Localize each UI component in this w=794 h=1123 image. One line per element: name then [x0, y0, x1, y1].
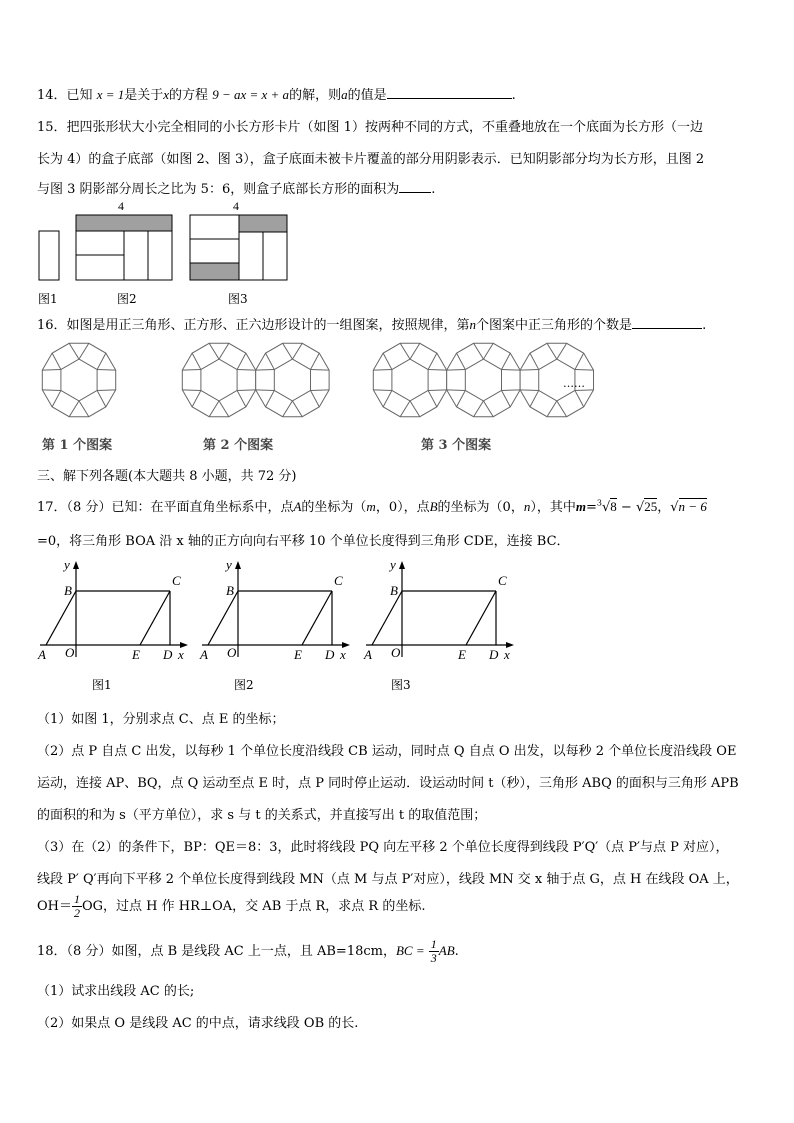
fig2-top-label: 4 — [118, 199, 124, 213]
q17-cbrt-arg: 8 — [610, 499, 617, 514]
label-E: E — [132, 647, 140, 662]
q17-part3b: 线段 P′ Q′再向下平移 2 个单位长度得到线段 MN（点 M 与点 P′对应），线段 MN 交 x 轴于点 G，点 H 在线段 OA 上， — [37, 872, 739, 887]
label-D: D — [163, 647, 173, 662]
q16-cap3: 第 3 个图案 — [421, 438, 492, 453]
fig2-shade — [76, 215, 172, 231]
radical-icon: √ — [601, 500, 611, 515]
pattern-edge — [182, 390, 201, 391]
label-B: B — [64, 583, 72, 598]
q14-text5: 的值是 — [347, 88, 387, 103]
q17-cbrt-index: 3 — [596, 498, 602, 508]
q14-text4: 的解，则 — [289, 88, 342, 103]
q14-answer-blank — [387, 86, 512, 99]
q17-oh: OH＝ — [37, 899, 72, 914]
q18-end: . — [454, 944, 459, 959]
pattern-edge — [237, 390, 256, 391]
pattern-unit — [182, 343, 255, 416]
fig1-card — [39, 231, 59, 280]
q17-fig2-caption: 图2 — [234, 678, 254, 692]
q17-part2c: 的面积的和为 s（平方单位），求 s 与 t 的关系式，并直接写出 t 的取值范围； — [37, 808, 487, 823]
q14-eq2: 9 − ax = x + a — [212, 87, 290, 102]
q17-n: n — [523, 499, 531, 514]
q17-part3a: （3）在（2）的条件下，BP：QE＝8：3，此时将线段 PQ 向左平移 2 个单位长度得到线段 P′Q′（点 P′与点 P 对应）， — [37, 840, 729, 855]
pattern-edge — [373, 390, 392, 391]
q14-var: x — [163, 87, 170, 102]
q16 — [37, 314, 706, 333]
q17-t3: ，0），点 — [375, 500, 430, 515]
label-D: D — [325, 647, 335, 662]
q18-fraction — [429, 938, 439, 965]
q15-figures — [30, 198, 290, 306]
q16-var: n — [469, 317, 477, 332]
label-E: E — [458, 647, 466, 662]
q15-line1: 15．把四张形状大小完全相同的小长方形卡片（如图 1）按两种不同的方式，不重叠地放在一个底面为长方形（一边 — [37, 120, 703, 135]
q17-fig3-caption: 图3 — [391, 678, 411, 692]
label-O: O — [391, 645, 401, 660]
y-arrow-icon — [73, 561, 79, 569]
pattern-unit — [447, 343, 520, 416]
frac-num: 1 — [74, 892, 80, 906]
pattern-edge — [256, 390, 275, 391]
label-A: A — [38, 647, 46, 662]
q15-answer-blank — [399, 180, 431, 193]
q17-B: B — [429, 499, 438, 514]
q18-bc: BC = — [395, 943, 425, 958]
q17-t4: 的坐标为（0， — [437, 500, 524, 515]
q17-t1: 17．（8 分）已知：在平面直角坐标系中，点 — [37, 500, 294, 515]
q16-end: . — [702, 318, 707, 333]
q15-line2: 长为 4）的盒子底部（如图 2、图 3），盒子底面未被卡片覆盖的部分用阴影表示．已知阴影部分均为长方形，且图 2 — [37, 152, 705, 167]
q17-minus: − — [616, 500, 636, 515]
label-C: C — [172, 573, 181, 588]
q17-line2: =0，将三角形 BOA 沿 x 轴的正方向向右平移 10 个单位长度得到三角形 CDE，连接 BC． — [37, 534, 570, 549]
q18-ab: AB — [438, 943, 455, 958]
q16-dots: …… — [563, 377, 585, 390]
pattern-edge — [182, 370, 201, 371]
pattern-edge — [256, 370, 275, 371]
q16-cap2: 第 2 个图案 — [203, 438, 274, 453]
q15-line3 — [37, 178, 435, 197]
pattern-edge — [373, 370, 392, 371]
pattern-edge — [575, 370, 594, 371]
frac-den: 2 — [74, 906, 80, 920]
q15-line3-text: 与图 3 阴影部分周长之比为 5：6，则盒子底部长方形的面积为 — [37, 182, 400, 197]
q14-eq1: x = 1 — [96, 87, 125, 102]
segment-EC — [466, 591, 496, 645]
radical-icon: √ — [670, 500, 679, 515]
fig1-caption: 图1 — [38, 292, 58, 306]
q16-text2: 个图案中正三角形的个数是 — [476, 318, 633, 333]
label-y: y — [390, 557, 396, 572]
q17-line1 — [37, 496, 707, 515]
q17-part2b: 运动，连接 AP、BQ，点 Q 运动至点 E 时，点 P 同时停止运动．设运动时间 t（秒），三角形 ABQ 的面积与三角形 APB — [37, 776, 739, 791]
q17-figures — [0, 555, 560, 665]
label-E: E — [294, 647, 302, 662]
pattern-edge — [447, 370, 466, 371]
y-arrow-icon — [399, 561, 405, 569]
q18-line1 — [37, 938, 459, 965]
q17-fraction — [72, 893, 82, 920]
q16-patterns — [0, 335, 794, 430]
pattern-edge — [502, 390, 521, 391]
q17-p3c-text: OG，过点 H 作 HR⊥OA，交 AB 于点 R，求点 R 的坐标. — [82, 899, 426, 914]
pattern-edge — [237, 370, 256, 371]
pattern-edge — [42, 390, 61, 391]
pattern-edge — [97, 370, 116, 371]
q18-num: 1 — [430, 937, 437, 951]
fig3-shade2 — [239, 215, 287, 232]
pattern-edge — [428, 370, 447, 371]
label-x: x — [340, 647, 346, 662]
pattern-unit — [373, 343, 446, 416]
label-O: O — [65, 645, 75, 660]
pattern-edge — [520, 390, 539, 391]
section3-heading: 三、解下列各题(本大题共 8 小题，共 72 分) — [37, 469, 297, 484]
radical-icon: √ — [635, 500, 645, 515]
q18-part1: （1）试求出线段 AC 的长; — [37, 984, 195, 999]
label-C: C — [498, 573, 507, 588]
label-A: A — [200, 647, 208, 662]
pattern-edge — [311, 390, 330, 391]
pattern-edge — [447, 390, 466, 391]
q17-eq: = — [585, 500, 597, 515]
fig3-top-label: 4 — [233, 199, 239, 213]
label-A: A — [364, 647, 372, 662]
q16-answer-blank — [632, 316, 702, 329]
q18-part2: （2）如果点 O 是线段 AC 的中点，请求线段 OB 的长. — [37, 1016, 359, 1031]
q17-fig1-caption: 图1 — [92, 678, 112, 692]
q14-text2: 是关于 — [124, 88, 164, 103]
q16-text: 16．如图是用正三角形、正方形、正六边形设计的一组图案，按照规律，第 — [37, 318, 470, 333]
q15-end: . — [431, 182, 436, 197]
segment-EC — [302, 591, 332, 645]
label-y: y — [64, 557, 70, 572]
pattern-edge — [42, 370, 61, 371]
segment-AB — [46, 591, 76, 645]
label-C: C — [334, 573, 343, 588]
label-y: y — [226, 557, 232, 572]
q17-m2: m — [575, 499, 586, 514]
q17-A: A — [293, 499, 302, 514]
q14 — [37, 84, 516, 103]
fig3-caption: 图3 — [228, 292, 248, 306]
label-D: D — [489, 647, 499, 662]
q18-den: 3 — [430, 951, 437, 965]
fig2-caption: 图2 — [117, 292, 137, 306]
q14-text: 已知 — [66, 88, 93, 103]
label-x: x — [178, 647, 184, 662]
y-arrow-icon — [235, 561, 241, 569]
q17-t2: 的坐标为（ — [301, 500, 367, 515]
label-x: x — [504, 647, 510, 662]
q14-number: 14． — [37, 88, 67, 103]
label-O: O — [227, 645, 237, 660]
q17-sqrt-arg: 25 — [644, 499, 658, 514]
q14-end: . — [511, 88, 516, 103]
pattern-unit — [256, 343, 329, 416]
label-B: B — [226, 583, 234, 598]
q17-part2a: （2）点 P 自点 C 出发，以每秒 1 个单位长度沿线段 CB 运动，同时点 Q 自点 O 出发，以每秒 2 个单位长度沿线段 OE — [37, 744, 737, 759]
segment-AB — [208, 591, 238, 645]
pattern-edge — [97, 390, 116, 391]
segment-EC — [140, 591, 170, 645]
label-B: B — [390, 583, 398, 598]
pattern-edge — [502, 370, 521, 371]
q17-part3c — [37, 893, 426, 920]
q14-var2: a — [341, 87, 348, 102]
segment-AB — [372, 591, 402, 645]
q17-sqrt2-arg: n − 6 — [678, 499, 707, 514]
q16-cap1: 第 1 个图案 — [42, 438, 113, 453]
pattern-unit — [42, 343, 115, 416]
q17-m: m — [366, 499, 376, 514]
q17-t5: ），其中 — [530, 500, 576, 515]
pattern-edge — [311, 370, 330, 371]
pattern-edge — [428, 390, 447, 391]
fig3-shade1 — [190, 263, 239, 280]
pattern-edge — [520, 370, 539, 371]
q18-text: 18．（8 分）如图，点 B 是线段 AC 上一点，且 AB=18cm， — [37, 944, 396, 959]
q17-comma: ， — [657, 500, 671, 515]
q17-part1: （1）如图 1，分别求点 C、点 E 的坐标； — [37, 712, 285, 727]
q14-text3: 的方程 — [169, 88, 209, 103]
